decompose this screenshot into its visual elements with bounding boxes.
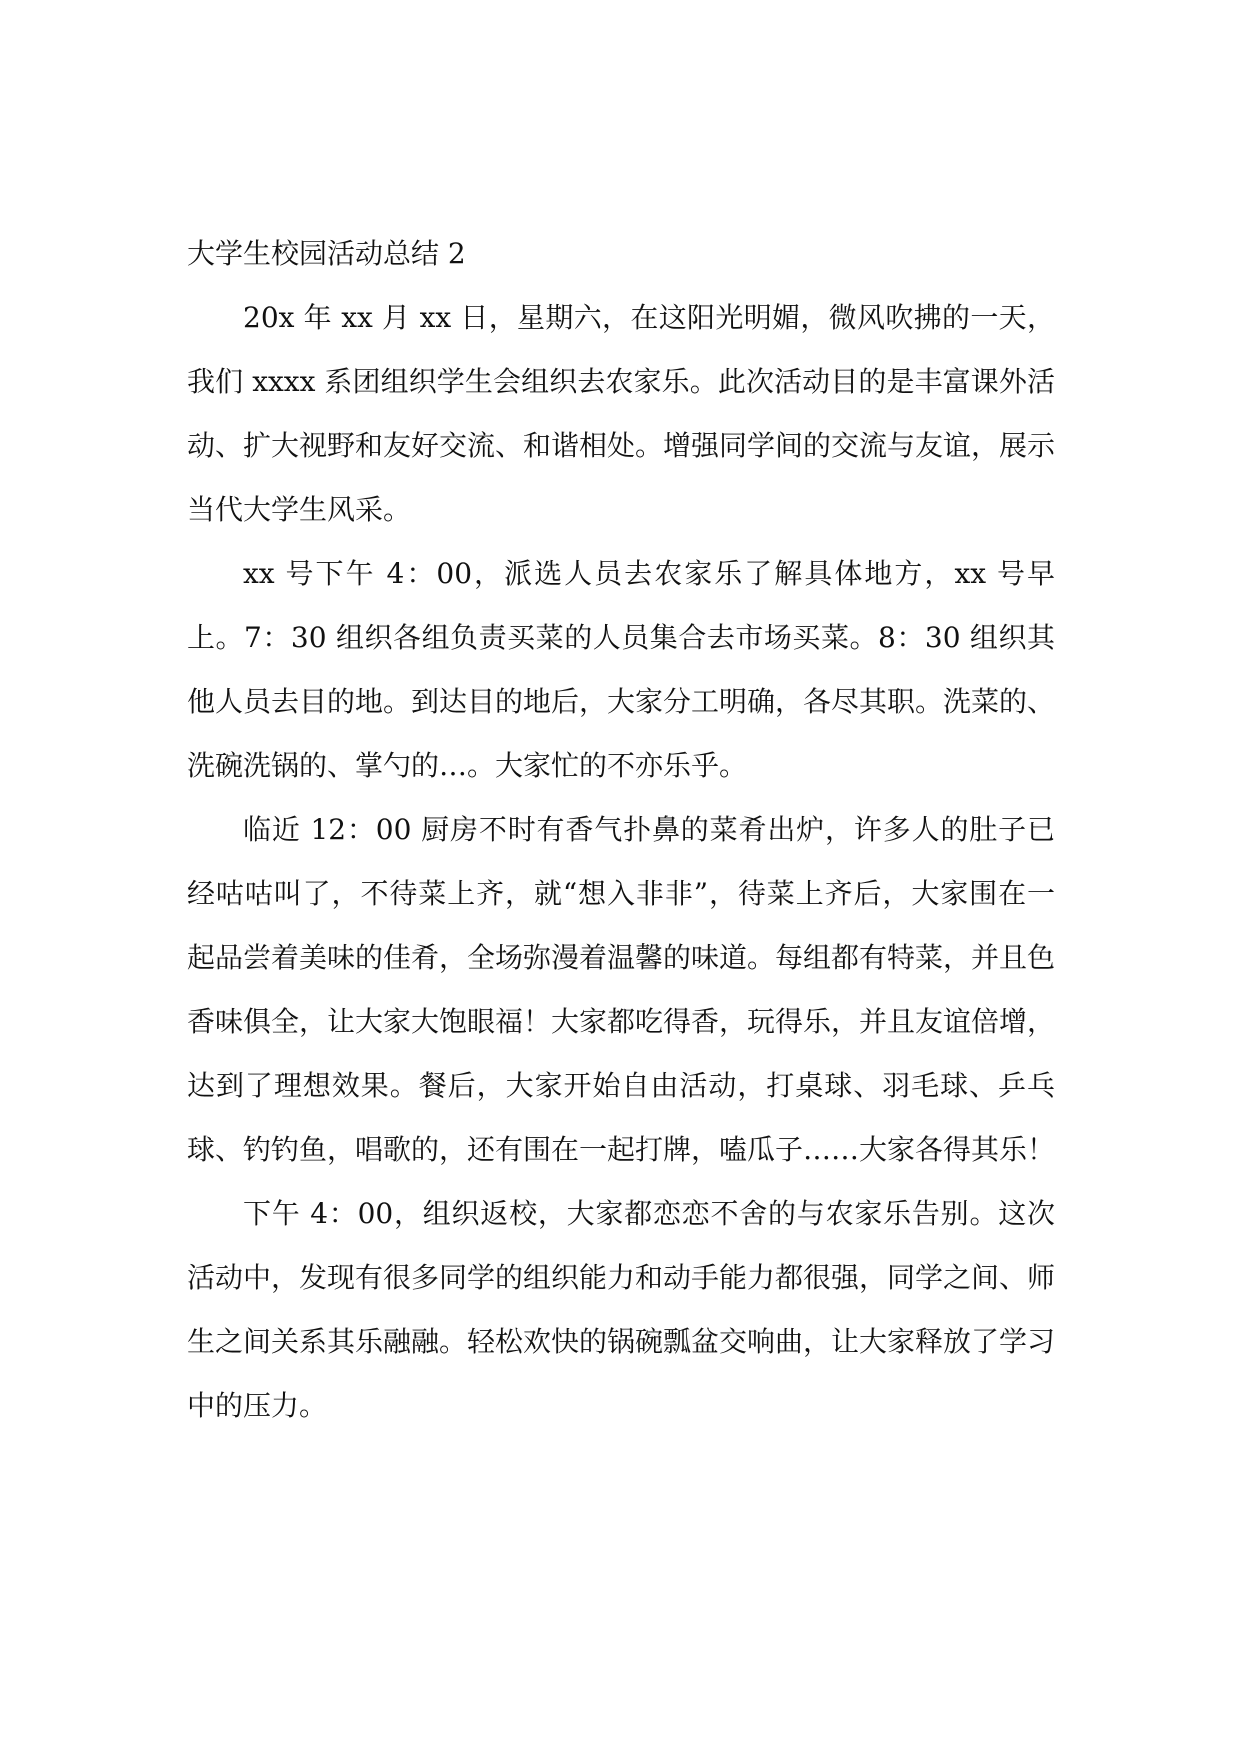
- paragraph-2: xx 号下午 4：00，派选人员去农家乐了解具体地方，xx 号早上。7：30 组织各组负责买菜的人员集合去市场买菜。8：30 组织其他人员去目的地。到达目的地后，大家分工明确，各尽其职。洗菜的、洗碗洗锅的、掌勺的…。大家忙的不亦乐乎。: [187, 557, 1056, 782]
- document-title: 大学生校园活动总结 2: [187, 237, 466, 270]
- document-body: [187, 222, 1055, 1438]
- paragraph-4: 下午 4：00，组织返校，大家都恋恋不舍的与农家乐告别。这次活动中，发现有很多同学的组织能力和动手能力都很强，同学之间、师生之间关系其乐融融。轻松欢快的锅碗瓢盆交响曲，让大家释放了学习中的压力。: [187, 1197, 1056, 1422]
- paragraph-3: 临近 12：00 厨房不时有香气扑鼻的菜肴出炉，许多人的肚子已经咕咕叫了，不待菜上齐，就“想入非非”，待菜上齐后，大家围在一起品尝着美味的佳肴，全场弥漫着温馨的味道。每组都有特菜，并且色香味俱全，让大家大饱眼福！大家都吃得香，玩得乐，并且友谊倍增，达到了理想效果。餐后，大家开始自由活动，打桌球、羽毛球、乒乓球、钓钓鱼，唱歌的，还有围在一起打牌，嗑瓜子……大家各得其乐！: [187, 813, 1056, 1166]
- paragraph-1: 20x 年 xx 月 xx 日，星期六，在这阳光明媚，微风吹拂的一天，我们 xxxx 系团组织学生会组织去农家乐。此次活动目的是丰富课外活动、扩大视野和友好交流、和谐相处。增强同学间的交流与友谊，展示当代大学生风采。: [187, 301, 1056, 526]
